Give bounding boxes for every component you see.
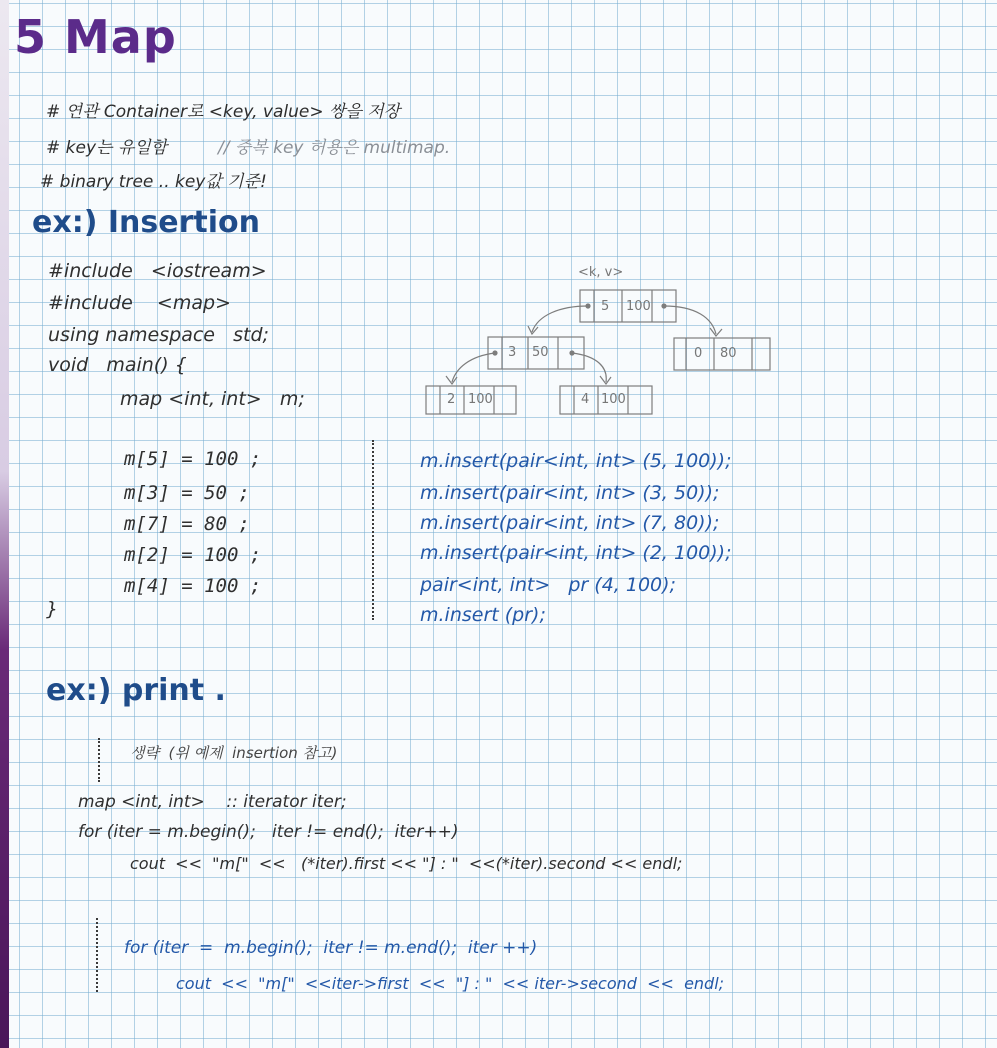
code-assign-3: m[3] = 50 ; xyxy=(124,482,250,504)
note-line-2-aside: // 중복 key 허용은 multimap. xyxy=(218,138,451,158)
code-for-loop-2: for (iter = m.begin(); iter != m.end(); iter ++) xyxy=(124,938,538,958)
code-insert-3: m.insert(pair<int, int> (3, 50)); xyxy=(420,482,720,504)
print-alt-marker xyxy=(96,918,98,992)
print-omitted-note: 생략 (위 예제 insertion 참고) xyxy=(130,744,338,762)
code-iterator-decl: map <int, int> :: iterator iter; xyxy=(78,792,347,812)
code-map-decl: map <int, int> m; xyxy=(120,388,305,410)
note-line-1: # 연관 Container로 <key, value> 쌍을 저장 xyxy=(46,102,401,122)
page-title: 5 Map xyxy=(14,10,177,64)
code-close-brace: } xyxy=(46,598,59,620)
note-line-3: # binary tree .. key값 기준! xyxy=(40,172,267,192)
code-insert-7: m.insert(pair<int, int> (7, 80)); xyxy=(420,512,720,534)
tree-arrowhead-4 xyxy=(600,376,611,384)
tree-arrow-root-right xyxy=(664,306,716,334)
code-cout-2: cout << "m[" <<iter->first << "] : " << iter->second << endl; xyxy=(176,974,725,993)
code-include-map: #include <map> xyxy=(48,292,231,314)
code-assign-2: m[2] = 100 ; xyxy=(124,544,262,566)
code-insert-5: m.insert(pair<int, int> (5, 100)); xyxy=(420,450,732,472)
code-assign-4: m[4] = 100 ; xyxy=(124,575,262,597)
code-insert-2: m.insert(pair<int, int> (2, 100)); xyxy=(420,542,732,564)
code-assign-7: m[7] = 80 ; xyxy=(124,513,250,535)
code-void-main: void main() { xyxy=(48,354,187,376)
tree-right-key: 0 xyxy=(694,346,703,361)
tree-root-value: 100 xyxy=(626,299,651,314)
note-line-2: # key는 유일함 xyxy=(46,138,168,158)
tree-left-value: 50 xyxy=(532,345,549,360)
tree-left-right-value: 100 xyxy=(601,392,626,407)
insertion-heading: ex:) Insertion xyxy=(32,205,260,240)
code-pair-decl: pair<int, int> pr (4, 100); xyxy=(420,574,676,596)
tree-left-left-value: 100 xyxy=(468,392,493,407)
tree-left-left-key: 2 xyxy=(447,392,456,407)
code-include-iostream: #include <iostream> xyxy=(48,260,267,282)
tree-left-right-key: 4 xyxy=(581,392,590,407)
tree-arrowhead-3 xyxy=(446,376,457,384)
print-heading: ex:) print . xyxy=(46,673,226,708)
code-assign-5: m[5] = 100 ; xyxy=(124,448,262,470)
tree-root-key: 5 xyxy=(601,299,610,314)
tree-left-key: 3 xyxy=(508,345,517,360)
code-cout-1: cout << "m[" << (*iter).first << "] : " <<(*iter).second << endl; xyxy=(130,854,683,873)
tree-right-value: 80 xyxy=(720,346,737,361)
code-using-namespace: using namespace std; xyxy=(48,324,269,346)
code-insert-pr: m.insert (pr); xyxy=(420,604,546,626)
tree-kv-label: <k, v> xyxy=(578,265,624,280)
print-omitted-marker xyxy=(98,738,100,782)
code-for-loop-1: for (iter = m.begin(); iter != end(); iter++) xyxy=(78,822,459,842)
